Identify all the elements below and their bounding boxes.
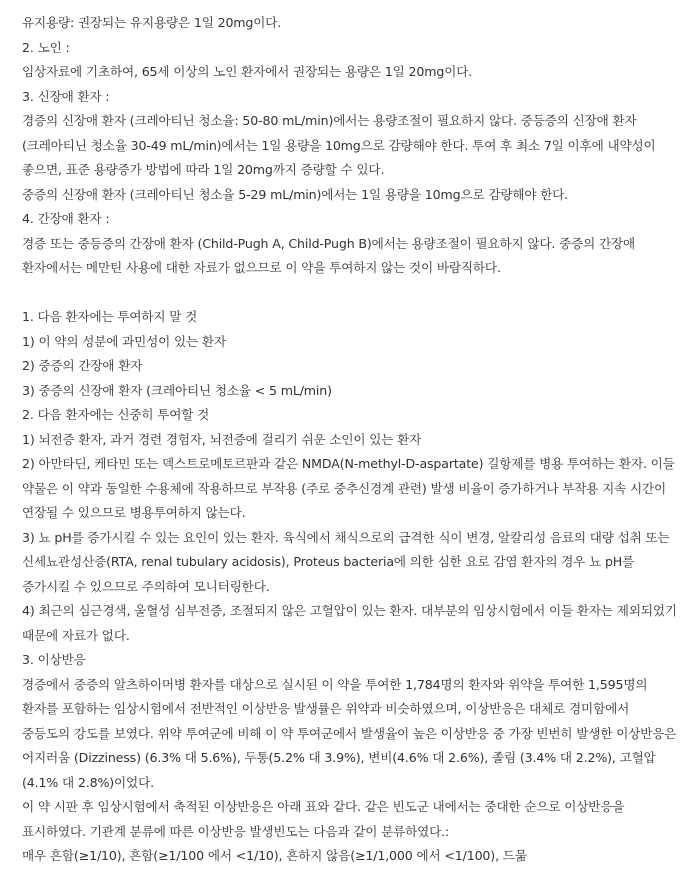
careful-use-heading: 2. 다음 환자에는 신중히 투여할 것	[22, 407, 210, 422]
contraindication-item: 2) 중증의 간장애 환자	[22, 358, 143, 373]
contraindication-item: 3) 중증의 신장애 환자 (크레아티닌 청소율 < 5 mL/min)	[22, 382, 332, 398]
renal-heading: 3. 신장애 환자 :	[22, 88, 110, 104]
frequency-definition-line: 매우 흔함(≥1/10), 흔함(≥1/100 에서 <1/10), 흔하지 않음(≥1/1,000 에서 <1/100), 드묾	[22, 848, 527, 863]
maintenance-dose-text: 유지용량: 권장되는 유지용량은 1일 20mg이다.	[22, 15, 282, 30]
paragraph-spacer	[22, 281, 681, 306]
careful-use-item: 1) 뇌전증 환자, 과거 경련 경험자, 뇌전증에 걸리기 쉬운 소인이 있는 환자	[22, 431, 422, 447]
careful-use-item: 2) 아만타딘, 케타민 또는 덱스트로메토르판과 같은 NMDA(N-methyl-D-aspartate) 길항제를 병용 투여하는 환자. 이들 약물은 이 약과 동일한 수용체에 작용하므로 부작용 (주로 중추신경계 관련) 발생 비율이 증가하거나 부작용 지속 시간이 연장될 수 있으므로 병용투여하지 않는다.	[22, 456, 675, 520]
elderly-heading: 2. 노인 :	[22, 39, 70, 55]
careful-use-item: 3) 뇨 pH를 증가시킬 수 있는 요인이 있는 환자. 육식에서 채식으로의 급격한 식이 변경, 알칼리성 음료의 대량 섭취 또는 신세뇨관성산증(RTA, renal tubulary acidosis), Proteus bacteria에 의한 심한 요로 감염 환자의 경우 뇨 pH를 증가시킬 수 있으므로 주의하여 모니터링한다.	[22, 529, 670, 594]
contraindications-heading: 1. 다음 환자에는 투여하지 말 것	[22, 309, 198, 324]
adverse-reactions-text: 경증에서 중증의 알츠하이머병 환자를 대상으로 실시된 이 약을 투여한 1,784명의 환자와 위약을 투여한 1,595명의 환자를 포함하는 임상시험에서 전반적인 이상반응 발생률은 위약과 비슷하였으며, 이상반응은 대체로 경미함에서 중등도의 강도를 보였다. 위약 투여군에 비해 이 약 투여군에서 발생율이 높은 이상반응 중 가장 빈번히 발생한 이상반응은 어지러움 (Dizziness) (6.3% 대 5.6%), 두통(5.2% 대 3.9%), 변비(4.6% 대 2.6%), 졸림 (3.4% 대 2.2%), 고혈압(4.1% 대 2.8%)이었다.	[22, 676, 677, 790]
careful-use-item: 4) 최근의 심근경색, 울혈성 심부전증, 조절되지 않은 고혈압이 있는 환자. 대부분의 임상시험에서 이들 환자는 제외되었기 때문에 자료가 없다.	[22, 603, 677, 643]
renal-mild-moderate-text: 경증의 신장애 환자 (크레아티닌 청소율: 50-80 mL/min)에서는 용량조절이 필요하지 않다. 중등증의 신장애 환자 (크레아티닌 청소율 30-49 mL/min)에서는 1일 용량을 10mg으로 감량해야 한다. 투여 후 최소 7일 이후에 내약성이 좋으면, 표준 용량증가 방법에 따라 1일 20mg까지 증량할 수 있다.	[22, 113, 656, 177]
elderly-text: 임상자료에 기초하여, 65세 이상의 노인 환자에서 권장되는 용량은 1일 20mg이다.	[22, 64, 473, 79]
renal-severe-text: 중증의 신장애 환자 (크레아티닌 청소율 5-29 mL/min)에서는 1일 용량을 10mg으로 감량해야 한다.	[22, 186, 569, 202]
contraindication-item: 1) 이 약의 성분에 과민성이 있는 환자	[22, 333, 226, 349]
adverse-reactions-heading: 3. 이상반응	[22, 652, 86, 667]
adverse-table-intro: 이 약 시판 후 임상시험에서 축적된 이상반응은 아래 표와 같다. 같은 빈도군 내에서는 중대한 순으로 이상반응을 표시하였다. 기관계 분류에 따른 이상반응 발생빈도는 다음과 같이 분류하였다.:	[22, 799, 625, 839]
hepatic-heading: 4. 간장애 환자 :	[22, 211, 110, 226]
hepatic-text: 경증 또는 중등증의 간장애 환자 (Child-Pugh A, Child-Pugh B)에서는 용량조절이 필요하지 않다. 중증의 간장애 환자에서는 메만틴 사용에 대한 자료가 없으므로 이 약을 투여하지 않는 것이 바람직하다.	[22, 235, 636, 275]
